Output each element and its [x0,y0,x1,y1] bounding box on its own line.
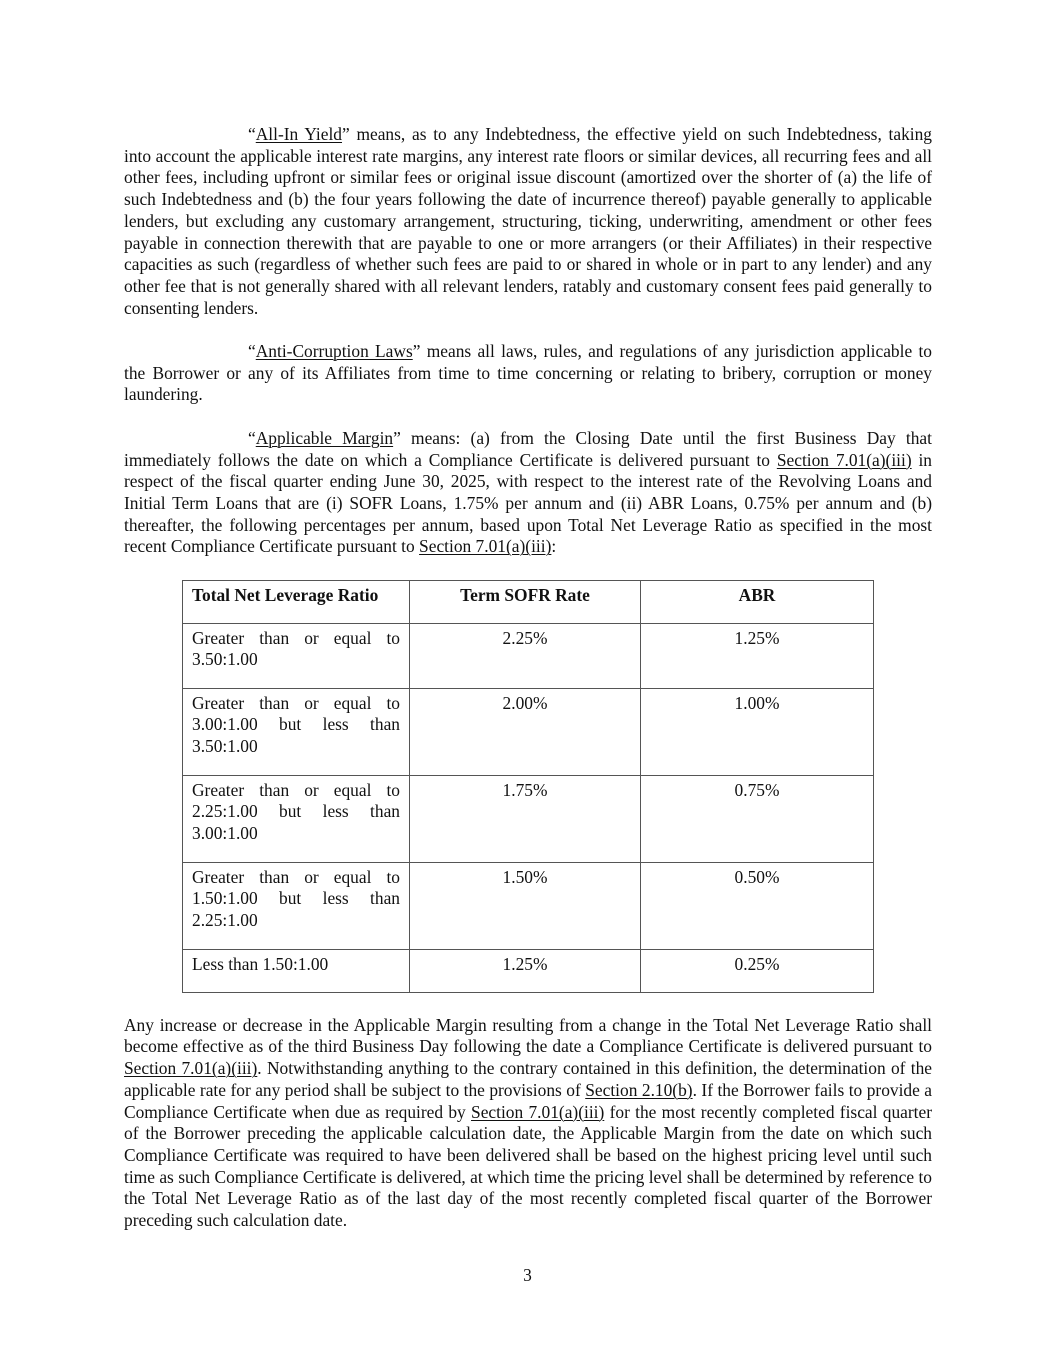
cell-abr: 0.25% [641,949,874,992]
defined-term: All-In Yield [255,124,343,144]
table-row [183,775,874,862]
text-run: ” means all laws, rules, and regulations of any jurisdiction applicable to the Borrower or any of its Affiliates from time to time concerning or relating to bribery, corruption or money laundering. [124,341,932,405]
cell-abr: 1.25% [641,623,874,688]
text-run: “ [248,427,256,448]
cell-term-sofr-rate: 1.50% [410,862,641,949]
table-row [183,623,874,688]
ratio-line: 3.50:1.00 [192,649,258,670]
ratio-line: Greater than or equal to [192,779,400,800]
paragraph-applicable-margin [124,428,932,558]
ratio-line: 3.00:1.00 but less than [192,714,400,735]
section-reference: Section 7.01(a)(iii) [124,1058,258,1079]
text-run: “ [248,124,256,144]
table-row [183,862,874,949]
table-row [183,949,874,992]
definitions-section [124,124,932,558]
cell-leverage-ratio [183,623,410,688]
paragraph-all-in-yield [124,124,932,319]
text-run: Any increase or decrease in the Applicable Margin resulting from a change in the Total Net Leverage Ratio shall become effective as of the third Business Day following the date a Compliance Certificate is delivered pursuant to [124,1014,932,1057]
defined-term: Anti-Corruption Laws [255,341,413,362]
header-term-sofr-rate: Term SOFR Rate [410,580,641,623]
ratio-line: Greater than or equal to [192,866,400,887]
cell-term-sofr-rate: 2.25% [410,623,641,688]
text-run: in respect of the fiscal quarter ending June 30, 2025, with respect to the interest rate of the Revolving Loans and Initial Term Loans that are (i) SOFR Loans, 1.75% per annum and (ii) ABR Loans, 0.75% per annum and (b) thereafter, the following percentages per annum, based upon Total Net Leverage Ratio as specified in the most recent Compliance Certificate pursuant to [124,449,932,557]
cell-leverage-ratio [183,688,410,775]
text-run: : [551,536,557,557]
section-reference: Section 7.01(a)(iii) [419,536,552,557]
cell-term-sofr-rate: 1.25% [410,949,641,992]
table-body [183,623,874,992]
ratio-line: 2.25:1.00 but less than [192,801,400,822]
cell-abr: 0.75% [641,775,874,862]
paragraph-anti-corruption-laws [124,341,932,406]
cell-abr: 1.00% [641,688,874,775]
cell-term-sofr-rate: 1.75% [410,775,641,862]
ratio-line: 1.50:1.00 but less than [192,888,400,909]
page-number: 3 [523,1265,532,1285]
ratio-line: 3.50:1.00 [192,736,258,757]
text-run: . Notwithstanding anything to the contrary contained in this definition, the determination of the applicable rate for any period shall be subject to the provisions of [124,1058,932,1100]
header-total-net-leverage-ratio: Total Net Leverage Ratio [183,580,410,623]
section-reference: Section 2.10(b) [585,1079,693,1100]
cell-leverage-ratio [183,949,410,992]
applicable-margin-table [182,580,874,993]
text-run: “ [248,341,256,362]
ratio-line: Greater than or equal to [192,692,400,713]
ratio-line: 2.25:1.00 [192,910,258,931]
section-reference: Section 7.01(a)(iii) [471,1101,605,1122]
header-abr: ABR [641,580,874,623]
text-run: ” means, as to any Indebtedness, the effective yield on such Indebtedness, taking into account the applicable interest rate margins, any interest rate floors or similar devices, all recurring fees and all other fees, including upfront or similar fees or original issue discount (amortized over the shorter of (a) the life of such Indebtedness and (b) the four years following the date of incurrence thereof) payable generally to applicable lenders, but excluding any customary arrangement, structuring, ticking, underwriting, amendment or other fees payable in connection therewith that are payable to one or more arrangers (or their Affiliates) in their respective capacities as such (regardless of whether such fees are paid to or shared in whole or in part to any lender) and any other fee that is not generally shared with all relevant lenders, ratably and customary consent fees paid generally to consenting lenders. [124,124,932,318]
defined-term: Applicable Margin [255,427,394,448]
text-run: ” means: (a) from the Closing Date until the first Business Day that immediately follows the date on which a Compliance Certificate is delivered pursuant to [124,427,932,470]
ratio-line: Greater than or equal to [192,627,400,648]
paragraph-margin-adjustment [124,1015,932,1232]
cell-leverage-ratio [183,862,410,949]
cell-term-sofr-rate: 2.00% [410,688,641,775]
table-header-row [183,580,874,623]
cell-leverage-ratio [183,775,410,862]
document-page [124,124,932,1253]
cell-abr: 0.50% [641,862,874,949]
text-run: for the most recently completed fiscal quarter of the Borrower preceding the applicable calculation date, the Applicable Margin from the date on which such Compliance Certificate was required to have been delivered shall be based on the highest pricing level until such time as such Compliance Certificate is delivered, at which time the pricing level shall be determined by reference to the Total Net Leverage Ratio as of the last day of the most recently completed fiscal quarter of the Borrower preceding such calculation date. [124,1101,932,1231]
text-run: . If the Borrower fails to provide a Compliance Certificate when due as required by [124,1079,933,1122]
closing-section [124,1015,932,1232]
table-row [183,688,874,775]
section-reference: Section 7.01(a)(iii) [776,449,912,470]
ratio-line: 3.00:1.00 [192,823,258,844]
ratio-line: Less than 1.50:1.00 [192,953,329,974]
